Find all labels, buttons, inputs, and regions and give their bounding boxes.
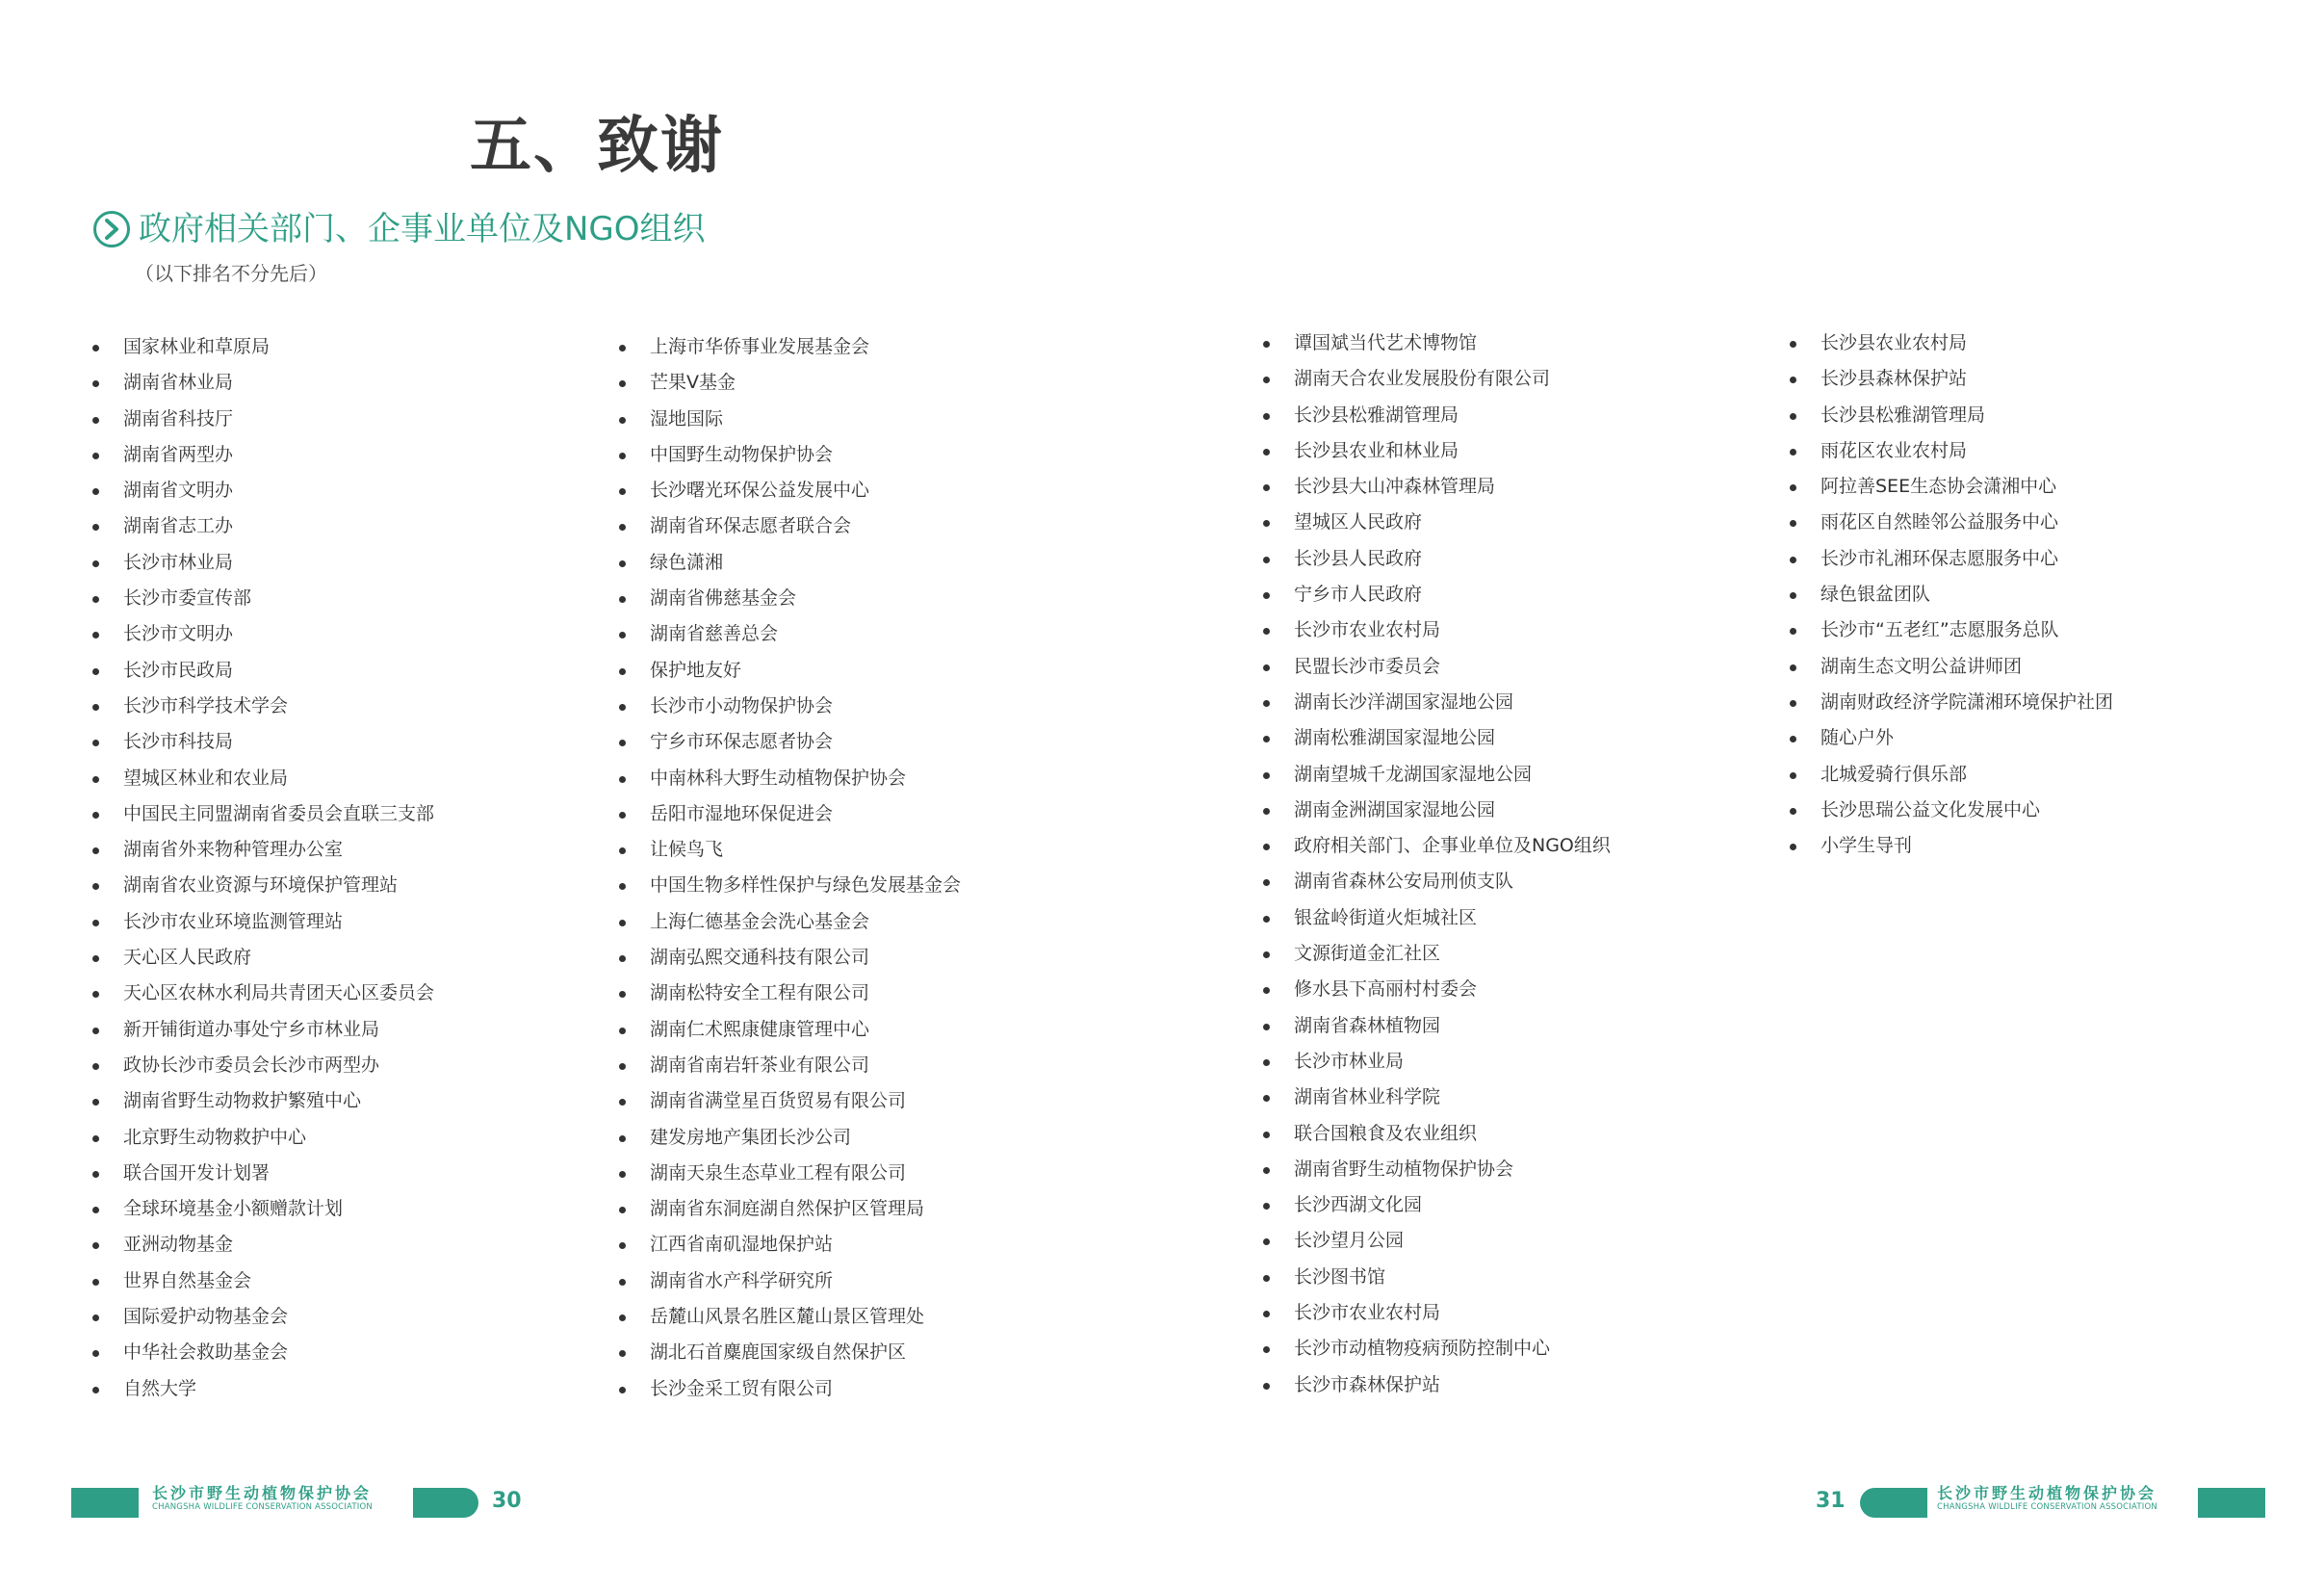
list-item: 长沙县人民政府 (1263, 541, 1611, 577)
list-item: 湖南省两型办 (92, 437, 434, 473)
list-item: 湖南弘熙交通科技有限公司 (619, 940, 961, 976)
list-item: 中国野生动物保护协会 (619, 437, 961, 473)
organization-list-column-2 (619, 329, 961, 1407)
list-item: 湖南省农业资源与环境保护管理站 (92, 868, 434, 903)
list-item: 岳麓山风景名胜区麓山景区管理处 (619, 1299, 961, 1335)
list-item: 湖南省水产科学研究所 (619, 1263, 961, 1299)
list-item: 湖南天泉生态草业工程有限公司 (619, 1156, 961, 1191)
list-item: 宁乡市人民政府 (1263, 577, 1611, 612)
list-item: 文源街道金汇社区 (1263, 936, 1611, 972)
list-item: 湖南省野生动物救护繁殖中心 (92, 1083, 434, 1119)
list-item: 全球环境基金小额赠款计划 (92, 1191, 434, 1227)
list-item: 长沙市礼湘环保志愿服务中心 (1790, 541, 2113, 577)
list-item: 长沙市农业环境监测管理站 (92, 904, 434, 940)
list-item: 湖北石首麋鹿国家级自然保护区 (619, 1335, 961, 1370)
list-item: 长沙县松雅湖管理局 (1790, 398, 2113, 433)
list-item: 湖南省东洞庭湖自然保护区管理局 (619, 1191, 961, 1227)
list-item: 长沙西湖文化园 (1263, 1187, 1611, 1223)
list-item: 长沙图书馆 (1263, 1260, 1611, 1295)
list-item: 长沙市科学技术学会 (92, 689, 434, 724)
section-header (92, 204, 706, 254)
list-item: 修水县下高丽村村委会 (1263, 972, 1611, 1007)
list-item: 长沙市民政局 (92, 653, 434, 689)
list-item: 长沙市农业农村局 (1263, 1295, 1611, 1331)
list-item: 长沙县森林保护站 (1790, 361, 2113, 397)
list-item: 北京野生动物救护中心 (92, 1120, 434, 1156)
list-item: 让候鸟飞 (619, 832, 961, 868)
list-item: 湖南松雅湖国家湿地公园 (1263, 720, 1611, 756)
list-item: 湖南省环保志愿者联合会 (619, 508, 961, 544)
organization-list-column-1 (92, 329, 434, 1407)
list-item: 湖南省佛慈基金会 (619, 581, 961, 616)
list-item: 长沙市小动物保护协会 (619, 689, 961, 724)
list-item: 民盟长沙市委员会 (1263, 649, 1611, 685)
list-item: 北城爱骑行俱乐部 (1790, 757, 2113, 793)
list-item: 天心区农林水利局共青团天心区委员会 (92, 976, 434, 1011)
org-name-cn: 长沙市野生动植物保护协会 (1937, 1484, 2157, 1502)
list-item: 长沙县松雅湖管理局 (1263, 398, 1611, 433)
list-item: 湖南生态文明公益讲师团 (1790, 649, 2113, 685)
list-item: 长沙市森林保护站 (1263, 1367, 1611, 1403)
list-item: 长沙县农业和林业局 (1263, 433, 1611, 469)
list-item: 长沙县农业农村局 (1790, 325, 2113, 361)
list-item: 湖南省外来物种管理办公室 (92, 832, 434, 868)
list-item: 亚洲动物基金 (92, 1227, 434, 1263)
list-item: 长沙曙光环保公益发展中心 (619, 473, 961, 508)
section-note: （以下排名不分先后） (135, 262, 327, 285)
list-item: 绿色潇湘 (619, 545, 961, 581)
org-name-en: CHANGSHA WILDLIFE CONSERVATION ASSOCIATION (152, 1502, 373, 1512)
footer-left-pill (413, 1488, 478, 1518)
list-item: 长沙市林业局 (92, 545, 434, 581)
footer-left-org-logo (152, 1485, 373, 1513)
list-item: 联合国开发计划署 (92, 1156, 434, 1191)
list-item: 宁乡市环保志愿者协会 (619, 724, 961, 760)
footer-right-org-logo (1937, 1485, 2157, 1513)
list-item: 长沙思瑞公益文化发展中心 (1790, 793, 2113, 828)
list-item: 雨花区农业农村局 (1790, 433, 2113, 469)
list-item: 长沙市科技局 (92, 724, 434, 760)
list-item: 建发房地产集团长沙公司 (619, 1120, 961, 1156)
list-item: 政协长沙市委员会长沙市两型办 (92, 1048, 434, 1083)
page-title: 五、致谢 (470, 111, 724, 182)
list-item: 湖南长沙洋湖国家湿地公园 (1263, 685, 1611, 720)
footer-left-bar (71, 1488, 139, 1518)
list-item: 长沙金采工贸有限公司 (619, 1371, 961, 1407)
list-item: 长沙县大山冲森林管理局 (1263, 469, 1611, 505)
list-item: 绿色银盆团队 (1790, 577, 2113, 612)
list-item: 中南林科大野生动植物保护协会 (619, 761, 961, 796)
list-item: 中国生物多样性保护与绿色发展基金会 (619, 868, 961, 903)
organization-list-column-4 (1790, 325, 2113, 864)
list-item: 长沙市“五老红”志愿服务总队 (1790, 612, 2113, 648)
list-item: 天心区人民政府 (92, 940, 434, 976)
list-item: 长沙市委宣传部 (92, 581, 434, 616)
list-item: 湖南省林业局 (92, 365, 434, 401)
list-item: 湖南省森林公安局刑侦支队 (1263, 864, 1611, 899)
list-item: 小学生导刊 (1790, 828, 2113, 864)
list-item: 中国民主同盟湖南省委员会直联三支部 (92, 796, 434, 832)
list-item: 湖南省慈善总会 (619, 616, 961, 652)
list-item: 长沙市林业局 (1263, 1044, 1611, 1080)
list-item: 上海市华侨事业发展基金会 (619, 329, 961, 365)
list-item: 谭国斌当代艺术博物馆 (1263, 325, 1611, 361)
list-item: 湖南省野生动植物保护协会 (1263, 1152, 1611, 1187)
list-item: 长沙市动植物疫病预防控制中心 (1263, 1331, 1611, 1367)
list-item: 湖南省文明办 (92, 473, 434, 508)
org-name-cn: 长沙市野生动植物保护协会 (152, 1484, 373, 1502)
list-item: 湖南财政经济学院潇湘环境保护社团 (1790, 685, 2113, 720)
list-item: 湿地国际 (619, 402, 961, 437)
page-number-left: 30 (492, 1489, 522, 1513)
list-item: 湖南省满堂星百货贸易有限公司 (619, 1083, 961, 1119)
list-item: 银盆岭街道火炬城社区 (1263, 900, 1611, 936)
list-item: 湖南仁术熙康健康管理中心 (619, 1012, 961, 1048)
list-item: 湖南省南岩轩茶业有限公司 (619, 1048, 961, 1083)
list-item: 中华社会救助基金会 (92, 1335, 434, 1370)
list-item: 国际爱护动物基金会 (92, 1299, 434, 1335)
list-item: 世界自然基金会 (92, 1263, 434, 1299)
list-item: 新开铺街道办事处宁乡市林业局 (92, 1012, 434, 1048)
list-item: 长沙望月公园 (1263, 1223, 1611, 1259)
list-item: 国家林业和草原局 (92, 329, 434, 365)
page-number-right: 31 (1816, 1489, 1846, 1513)
list-item: 江西省南矶湿地保护站 (619, 1227, 961, 1263)
list-item: 望城区人民政府 (1263, 505, 1611, 540)
organization-list-column-3 (1263, 325, 1611, 1403)
list-item: 湖南天合农业发展股份有限公司 (1263, 361, 1611, 397)
footer-right-pill (1860, 1488, 1927, 1518)
list-item: 湖南金洲湖国家湿地公园 (1263, 793, 1611, 828)
org-name-en: CHANGSHA WILDLIFE CONSERVATION ASSOCIATION (1937, 1502, 2157, 1512)
list-item: 保护地友好 (619, 653, 961, 689)
list-item: 联合国粮食及农业组织 (1263, 1116, 1611, 1152)
list-item: 随心户外 (1790, 720, 2113, 756)
list-item: 长沙市文明办 (92, 616, 434, 652)
list-item: 雨花区自然睦邻公益服务中心 (1790, 505, 2113, 540)
list-item: 望城区林业和农业局 (92, 761, 434, 796)
chevron-circle-icon (92, 210, 131, 248)
list-item: 湖南省森林植物园 (1263, 1008, 1611, 1044)
list-item: 芒果V基金 (619, 365, 961, 401)
list-item: 长沙市农业农村局 (1263, 612, 1611, 648)
list-item: 自然大学 (92, 1371, 434, 1407)
list-item: 湖南松特安全工程有限公司 (619, 976, 961, 1011)
list-item: 阿拉善SEE生态协会潇湘中心 (1790, 469, 2113, 505)
list-item: 上海仁德基金会洗心基金会 (619, 904, 961, 940)
footer-right-bar (2198, 1488, 2265, 1518)
list-item: 湖南省林业科学院 (1263, 1080, 1611, 1115)
list-item: 湖南望城千龙湖国家湿地公园 (1263, 757, 1611, 793)
list-item: 湖南省科技厅 (92, 402, 434, 437)
list-item: 湖南省志工办 (92, 508, 434, 544)
list-item: 政府相关部门、企事业单位及NGO组织 (1263, 828, 1611, 864)
section-heading: 政府相关部门、企事业单位及NGO组织 (139, 210, 706, 248)
list-item: 岳阳市湿地环保促进会 (619, 796, 961, 832)
